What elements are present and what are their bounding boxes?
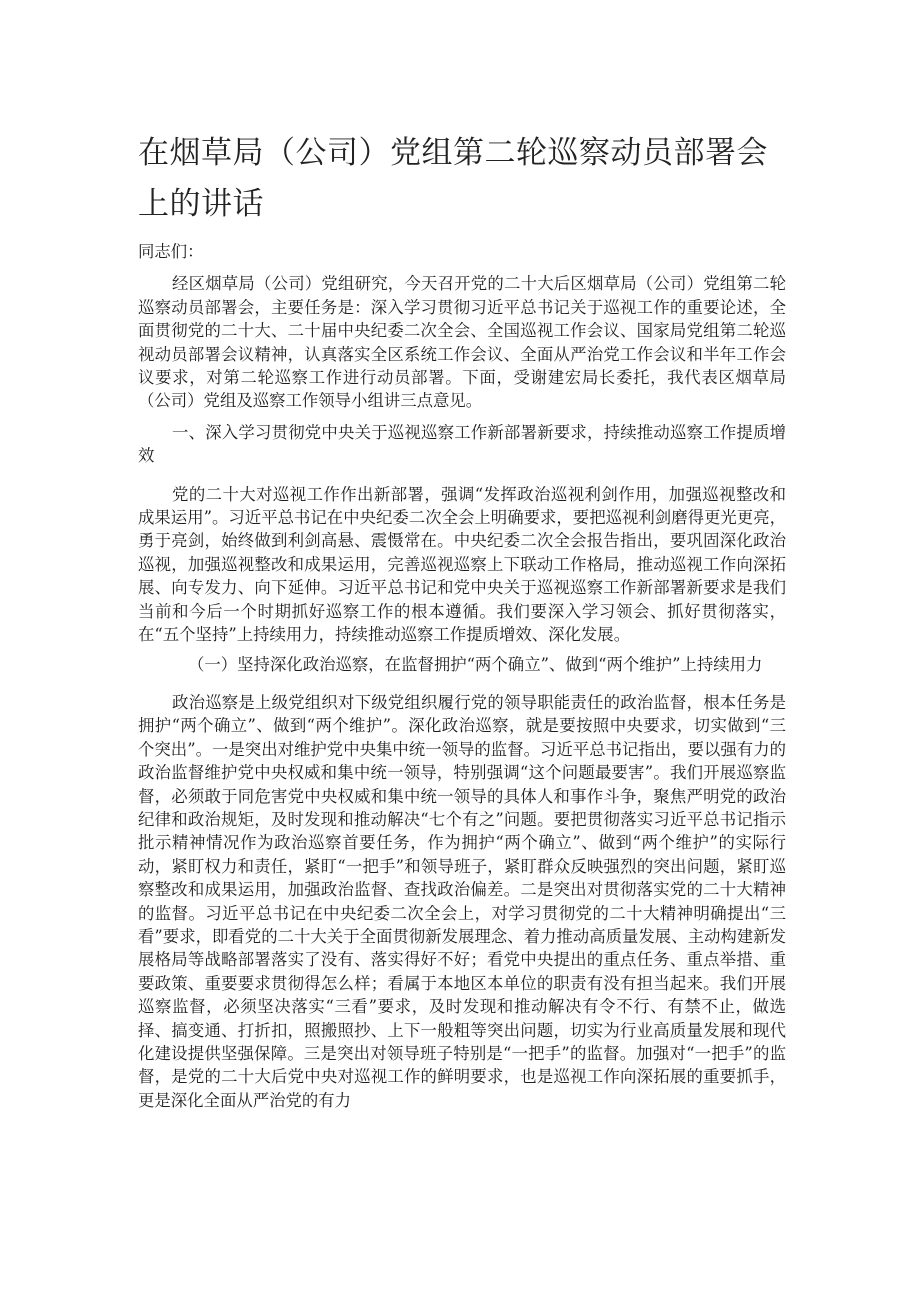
document-title: 在烟草局（公司）党组第二轮巡察动员部署会上的讲话 xyxy=(138,135,768,222)
salutation: 同志们： xyxy=(138,242,204,261)
section-heading-1: 一、深入学习贯彻党中央关于巡视巡察工作新部署新要求，持续推动巡察工作提质增效 xyxy=(138,422,786,466)
document-body xyxy=(138,240,786,1112)
subsection-heading-1: （一）坚持深化政治巡察，在监督拥护“两个确立”、做到“两个维护”上持续用力 xyxy=(188,654,763,674)
intro-paragraph: 经区烟草局（公司）党组研究，今天召开党的二十大后区烟草局（公司）党组第二轮巡察动员部署会，主要任务是：深入学习贯彻习近平总书记关于巡视工作的重要论述，全面贯彻党的二十大、二十届中央纪委二次全会、全国巡视工作会议、国家局党组第二轮巡视动员部署会议精神，认真落实全区系统工作会议、全面从严治党工作会议和半年工作会议要求，对第二轮巡察工作进行动员部署。下面，受谢建宏局长委托，我代表区烟草局（公司）党组及巡察工作领导小组讲三点意见。 xyxy=(138,274,786,411)
subsection-1-paragraph: 政治巡察是上级党组织对下级党组织履行党的领导职能责任的政治监督，根本任务是拥护“两个确立”、做到“两个维护”。深化政治巡察，就是要按照中央要求，切实做到“三个突出”。一是突出对维护党中央集中统一领导的监督。习近平总书记指出，要以强有力的政治监督维护党中央权威和集中统一领导，特别强调“这个问题最要害”。我们开展巡察监督，必须敢于同危害党中央权威和集中统一领导的具体人和事作斗争，聚焦严明党的政治纪律和政治规矩，及时发现和推动解决“七个有之”问题。要把贯彻落实习近平总书记指示批示精神情况作为政治巡察首要任务，作为拥护“两个确立”、做到“两个维护”的实际行动，紧盯权力和责任，紧盯“一把手”和领导班子，紧盯群众反映强烈的突出问题，紧盯巡察整改和成果运用，加强政治监督、查找政治偏差。二是突出对贯彻落实党的二十大精神的监督。习近平总书记在中央纪委二次全会上，对学习贯彻党的二十大精神明确提出“三看”要求，即看党的二十大关于全面贯彻新发展理念、着力推动高质量发展、主动构建新发展格局等战略部署落实了没有、落实得好不好；看党中央提出的重点任务、重点举措、重要政策、重要要求贯彻得怎么样；看属于本地区本单位的职责有没有担当起来。我们开展巡察监督，必须坚决落实“三看”要求，及时发现和推动解决有令不行、有禁不止，做选择、搞变通、打折扣，照搬照抄、上下一般粗等突出问题，切实为行业高质量发展和现代化建设提供坚强保障。三是突出对领导班子特别是“一把手”的监督。加强对“一把手”的监督，是党的二十大后党中央对巡视工作的鲜明要求，也是巡视工作向深拓展的重要抓手，更是深化全面从严治党的有力 xyxy=(138,692,786,1110)
section-1-paragraph: 党的二十大对巡视工作作出新部署，强调“发挥政治巡视利剑作用，加强巡视整改和成果运用”。习近平总书记在中央纪委二次全会上明确要求，要把巡视利剑磨得更光更亮，勇于亮剑，始终做到利剑高悬、震慑常在。中央纪委二次全会报告指出，要巩固深化政治巡视，加强巡视整改和成果运用，完善巡视巡察上下联动工作格局，推动巡视工作向深拓展、向专发力、向下延伸。习近平总书记和党中央关于巡视巡察工作新部署新要求是我们当前和今后一个时期抓好巡察工作的根本遵循。我们要深入学习领会、抓好贯彻落实，在“五个坚持”上持续用力，持续推动巡察工作提质增效、深化发展。 xyxy=(138,484,786,645)
